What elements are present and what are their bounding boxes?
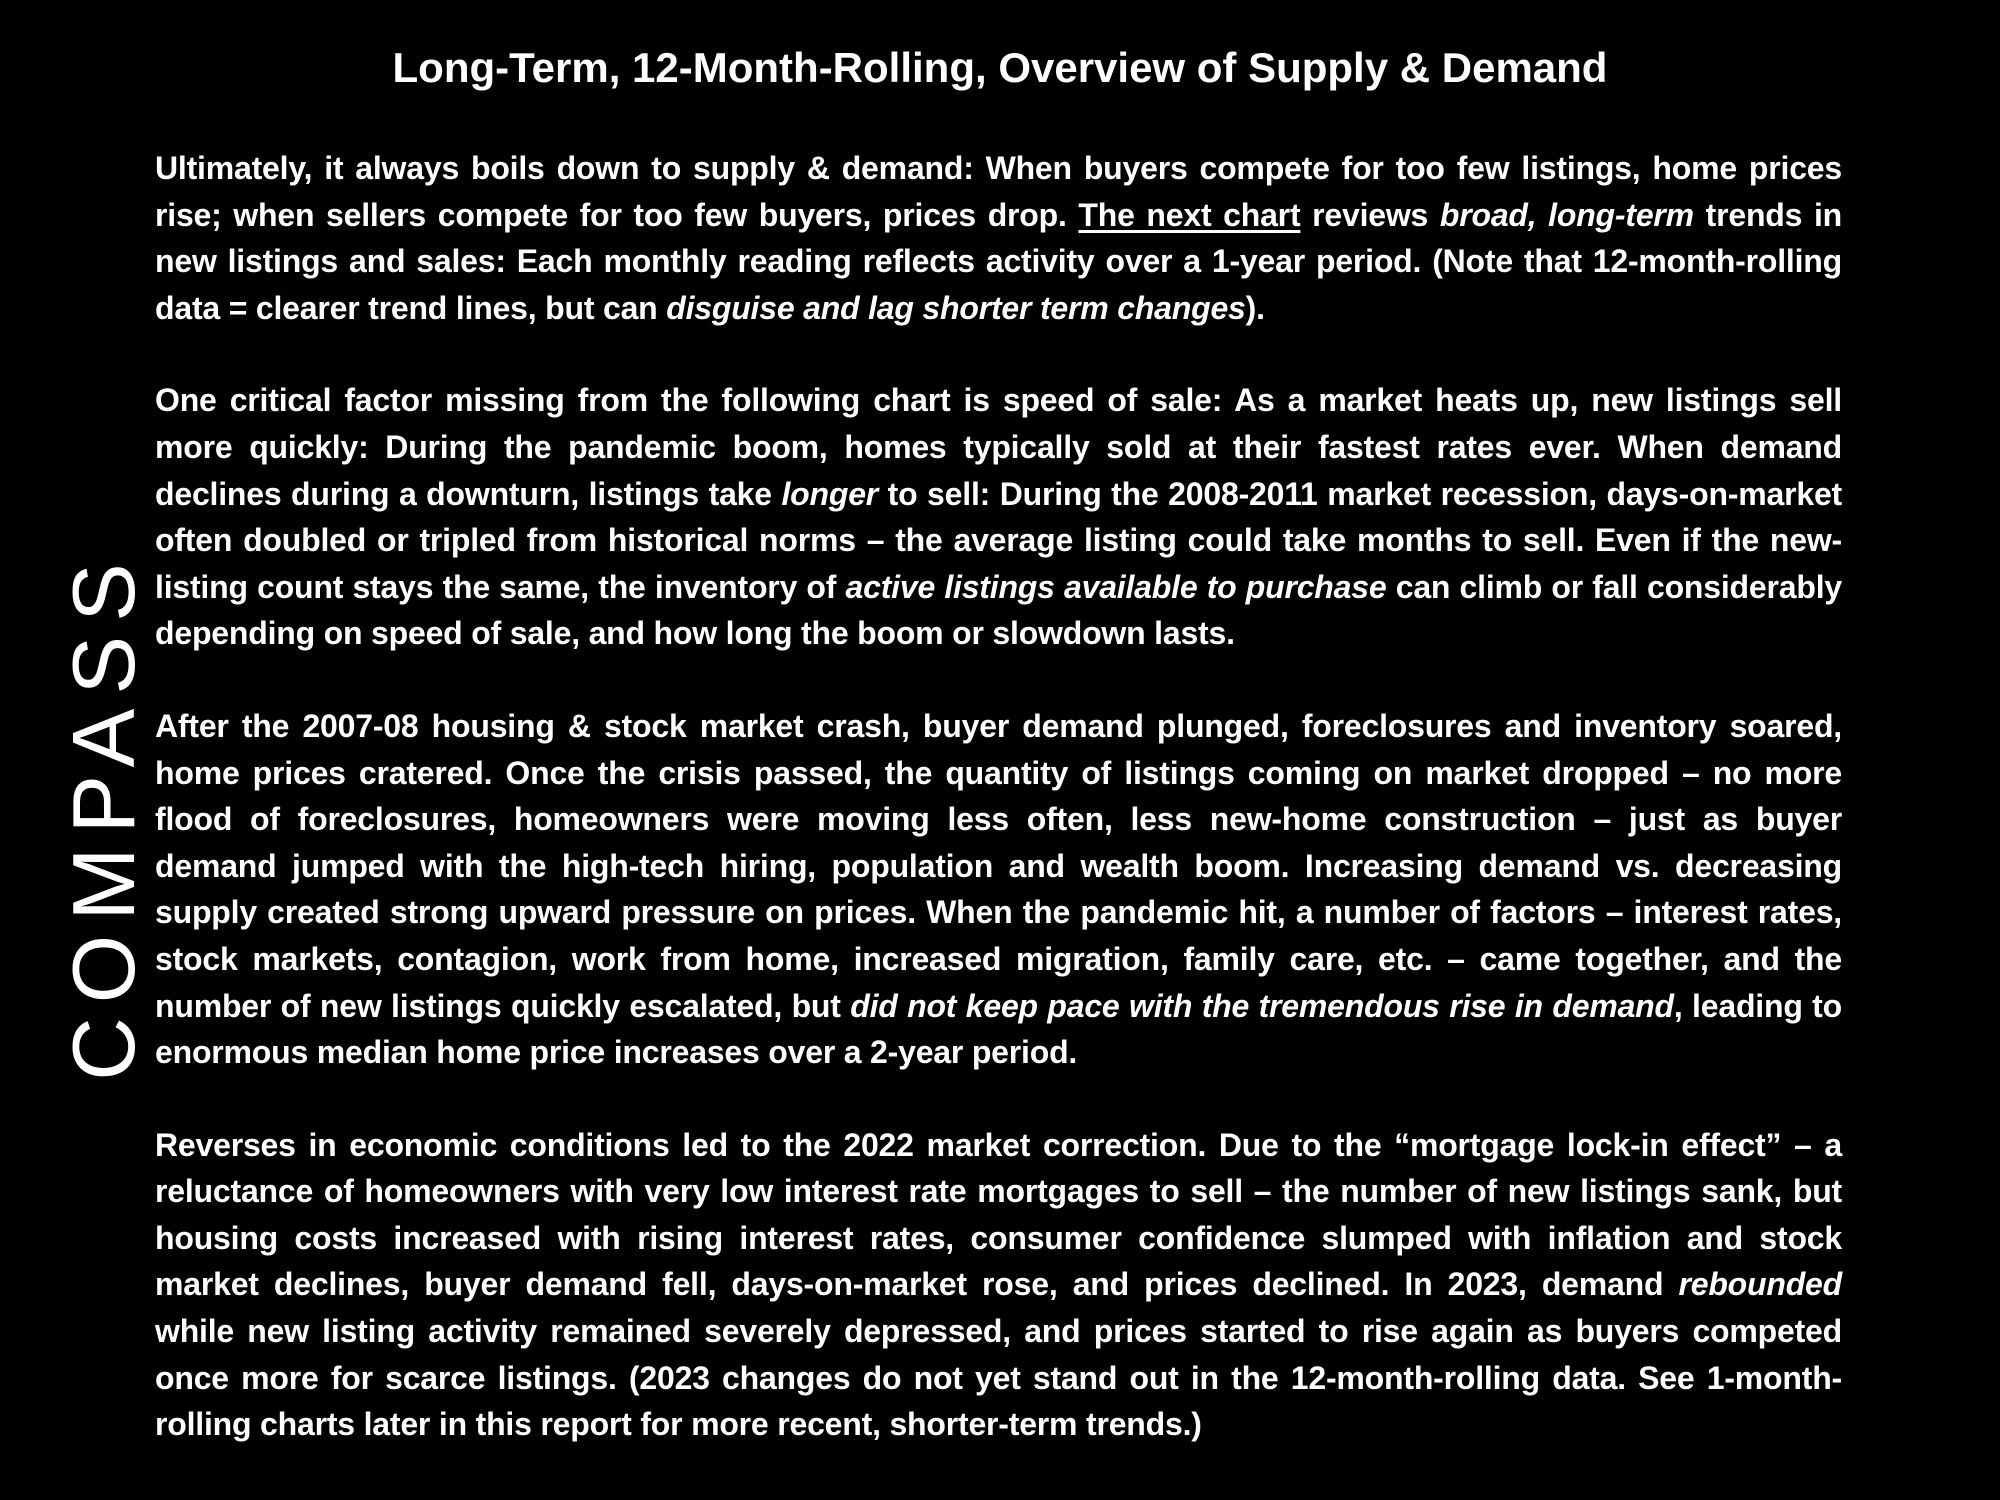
emphasis-text: did not keep pace with the tremendous rise in demand [850,987,1674,1024]
paragraph-market-history [155,703,1842,1076]
compass-logo-text: COMPASS [54,549,153,1081]
text-segment: Ultimately, it always boils down to supply & demand: When buyers compete for too few listings, home prices rise; when sellers compete for too few buyers, prices drop. [155,150,1842,233]
emphasis-text: longer [781,475,879,512]
text-segment: Reverses in economic conditions led to the 2022 market correction. Due to the “mortgage lock-in effect” – a reluctance of homeowners with very low interest rate mortgages to sell – the number of new listings sank, but housing costs increased with rising interest rates, consumer confidence slumped with inflation and stock market declines, buyer demand fell, days-on-market rose, and prices declined. In 2023, demand [155,1126,1842,1303]
emphasis-text: disguise and lag shorter term changes [666,289,1246,326]
paragraph-supply-demand [155,145,1842,331]
next-chart-reference: The next chart [1078,196,1301,233]
page-title: Long-Term, 12-Month-Rolling, Overview of Supply & Demand [392,44,1608,91]
text-segment: ). [1245,289,1265,326]
text-segment: while new listing activity remained severely depressed, and prices started to rise again as buyers competed once more for scarce listings. (2023 changes do not yet stand out in the 12-month-rolling data. See 1-month-rolling charts later in this report for more recent, shorter-term trends.) [155,1313,1842,1443]
paragraph-speed-of-sale [155,377,1842,657]
text-segment: reviews [1300,196,1440,233]
text-segment: trends in new listings and sales: Each monthly reading reflects activity over a 1-year period. (Note that 12-month-rolling data = clearer trend lines, but can [155,196,1842,326]
paragraph-market-correction [155,1122,1842,1448]
emphasis-text: rebounded [1678,1266,1842,1303]
emphasis-text: active listings available to purchase [845,568,1387,605]
text-segment: to sell: During the 2008-2011 market recession, days-on-market often doubled or tripled from historical norms – the average listing could take months to sell. Even if the new-listing count stays the same, the inventory of [155,475,1842,605]
text-segment: One critical factor missing from the following chart is speed of sale: As a market heats up, new listings sell more quickly: During the pandemic boom, homes typically sold at their fastest rates ever. When demand declines during a downturn, listings take [155,382,1842,512]
text-segment: , leading to enormous median home price increases over a 2-year period. [155,987,1842,1071]
body-text [155,145,1842,1448]
text-segment: can climb or fall considerably depending on speed of sale, and how long the boom or slowdown lasts. [155,568,1842,652]
emphasis-text: broad, long-term [1439,196,1694,233]
text-segment: After the 2007-08 housing & stock market crash, buyer demand plunged, foreclosures and inventory soared, home prices cratered. Once the crisis passed, the quantity of listings coming on market dropped – no more flood of foreclosures, homeowners were moving less often, less new-home construction – just as buyer demand jumped with the high-tech hiring, population and wealth boom. Increasing demand vs. decreasing supply created strong upward pressure on prices. When the pandemic hit, a number of factors – interest rates, stock markets, contagion, work from home, increased migration, family care, etc. – came together, and the number of new listings quickly escalated, but [155,707,1842,1024]
